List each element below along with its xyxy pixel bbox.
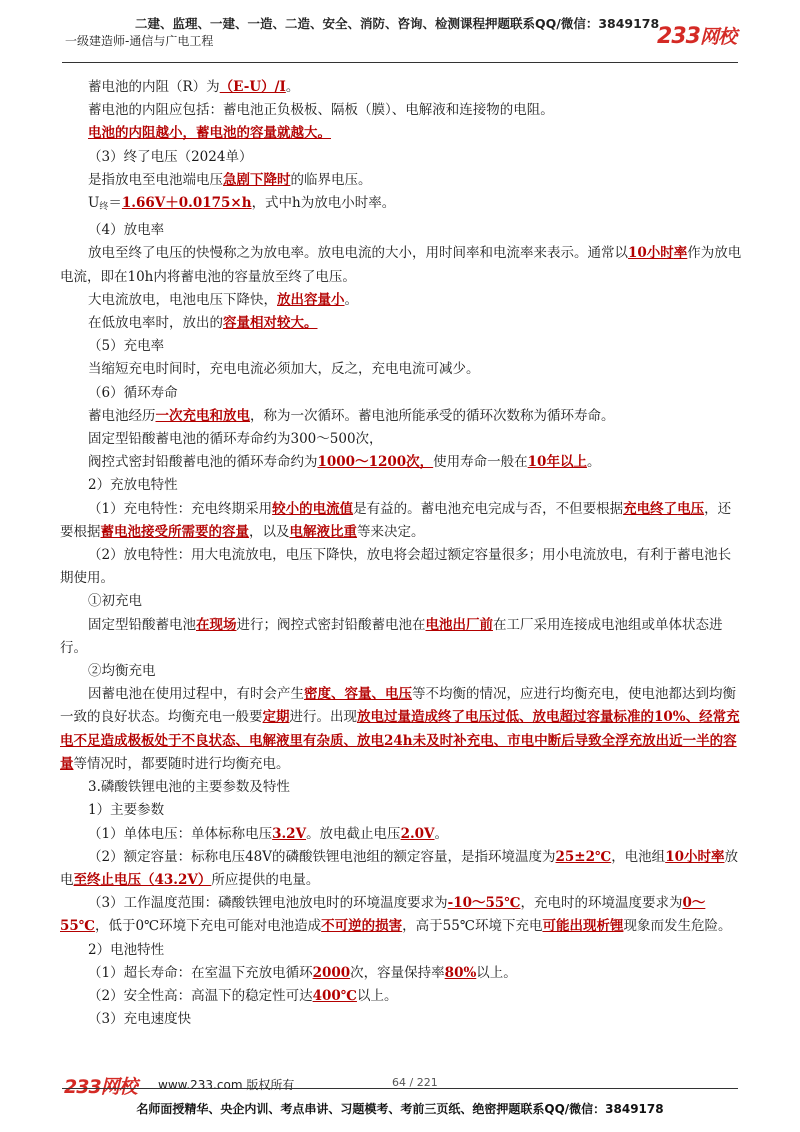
subheading: 2）电池特性 [88,941,165,958]
paragraph: （1）单体电压：单体标称电压3.2V。放电截止电压2.0V。 [88,825,449,842]
footer-copyright: www.233.com 版权所有 [158,1078,295,1092]
paragraph: （2）安全性高：高温下的稳定性可达400℃以上。 [88,987,398,1004]
paragraph: 蓄电池的内阻（R）为（E-U）/I。 [88,79,300,95]
paragraph: （3）充电速度快 [88,1011,192,1028]
paragraph: 蓄电池的内阻应包括：蓄电池正负极板、隔板（膜）、电解液和连接物的电阻。 [88,102,554,119]
subheading: （3）终了电压（2024单） [88,148,253,165]
paragraph: （1）超长寿命：在室温下充放电循环2000次，容量保持率80%以上。 [88,964,517,981]
page-number: 64 / 221 [392,1076,438,1089]
footer-brand-logo: 233网校 [64,1076,137,1098]
subheading: 2）充放电特性 [88,477,178,494]
paragraph: （2）放电特性：用大电流放电，电压下降快，放电将会超过额定容量很多；用小电流放电，有利于蓄电池长期使用。 [60,547,732,587]
paragraph: 当缩短充电时间时，充电电流必须加大，反之，充电电流可减少。 [88,361,480,378]
paragraph: 固定型铅酸蓄电池在现场进行；阀控式密封铅酸蓄电池在电池出厂前在工厂采用连接成电池组或单体状态进行。 [60,616,723,656]
brand-logo: 233网校 [657,24,736,49]
header-divider [62,62,738,63]
page-header [0,14,800,50]
paragraph: 在低放电率时，放出的容量相对较大。 [88,315,318,332]
subheading: ①初充电 [88,593,142,610]
paragraph: （2）额定容量：标称电压48V的磷酸铁锂电池组的额定容量，是指环境温度为25±2℃，电池组10小时率放电至终止电压（43.2V）所应提供的电量。 [60,848,738,888]
subheading: （4）放电率 [88,222,165,239]
subheading: （5）充电率 [88,338,165,355]
paragraph: 大电流放电，电池电压下降快，放出容量小。 [88,291,358,308]
paragraph: 阀控式密封铅酸蓄电池的循环寿命约为1000～1200次，使用寿命一般在10年以上。 [88,454,601,471]
header-contact-line: 二建、监理、一建、一造、二造、安全、消防、咨询、检测课程押题联系QQ/微信：3849178 [135,16,660,31]
section-heading: 3.磷酸铁锂电池的主要参数及特性 [88,779,290,796]
paragraph: （3）工作温度范围：磷酸铁锂电池放电时的环境温度要求为-10～55℃，充电时的环境温度要求为0～55℃，低于0℃环境下充电可能对电池造成不可逆的损害，高于55℃环境下充电可能出现析锂现象而发生危险。 [60,895,732,935]
subheading: ②均衡充电 [88,663,156,680]
paragraph: 电池的内阻越小，蓄电池的容量就越大。 [88,125,331,142]
subheading: （6）循环寿命 [88,384,178,401]
subheading: 1）主要参数 [88,802,165,819]
paragraph: 放电至终了电压的快慢称之为放电率。放电电流的大小，用时间率和电流率来表示。通常以10小时率作为放电电流，即在10h内将蓄电池的容量放至终了电压。 [60,245,742,285]
paragraph: 蓄电池经历一次充电和放电，称为一次循环。蓄电池所能承受的循环次数称为循环寿命。 [88,407,615,424]
footer-divider [62,1088,738,1089]
formula: $U_终=1.66V+0.0175\times h$，式中h为放电小时率。 [88,195,396,213]
paragraph: 固定型铅酸蓄电池的循环寿命约为300～500次， [88,431,383,448]
header-subtitle: 一级建造师-通信与广电工程 [65,34,214,48]
paragraph: （1）充电特性：充电终期采用较小的电流值是有益的。蓄电池充电完成与否，不但要根据充电终了电压，还要根据蓄电池接受所需要的容量，以及电解液比重等来决定。 [60,500,732,540]
document-body [60,76,743,1031]
footer-contact-line: 名师面授精华、央企内训、考点串讲、习题模考、考前三页纸、绝密押题联系QQ/微信：3849178 [136,1102,664,1116]
paragraph: 是指放电至电池端电压急剧下降时的临界电压。 [88,171,372,188]
paragraph: 因蓄电池在使用过程中，有时会产生密度、容量、电压等不均衡的情况，应进行均衡充电，使电池都达到均衡一致的良好状态。均衡充电一般要定期进行。出现放电过量造成终了电压过低、放电超过容量标准的10%、经常充电不足造成极板处于不良状态、电解液里有杂质、放电24h未及时补充电、市电中断后导致全浮充放出近一半的容量等情况时，都要随时进行均衡充电。 [60,686,740,772]
